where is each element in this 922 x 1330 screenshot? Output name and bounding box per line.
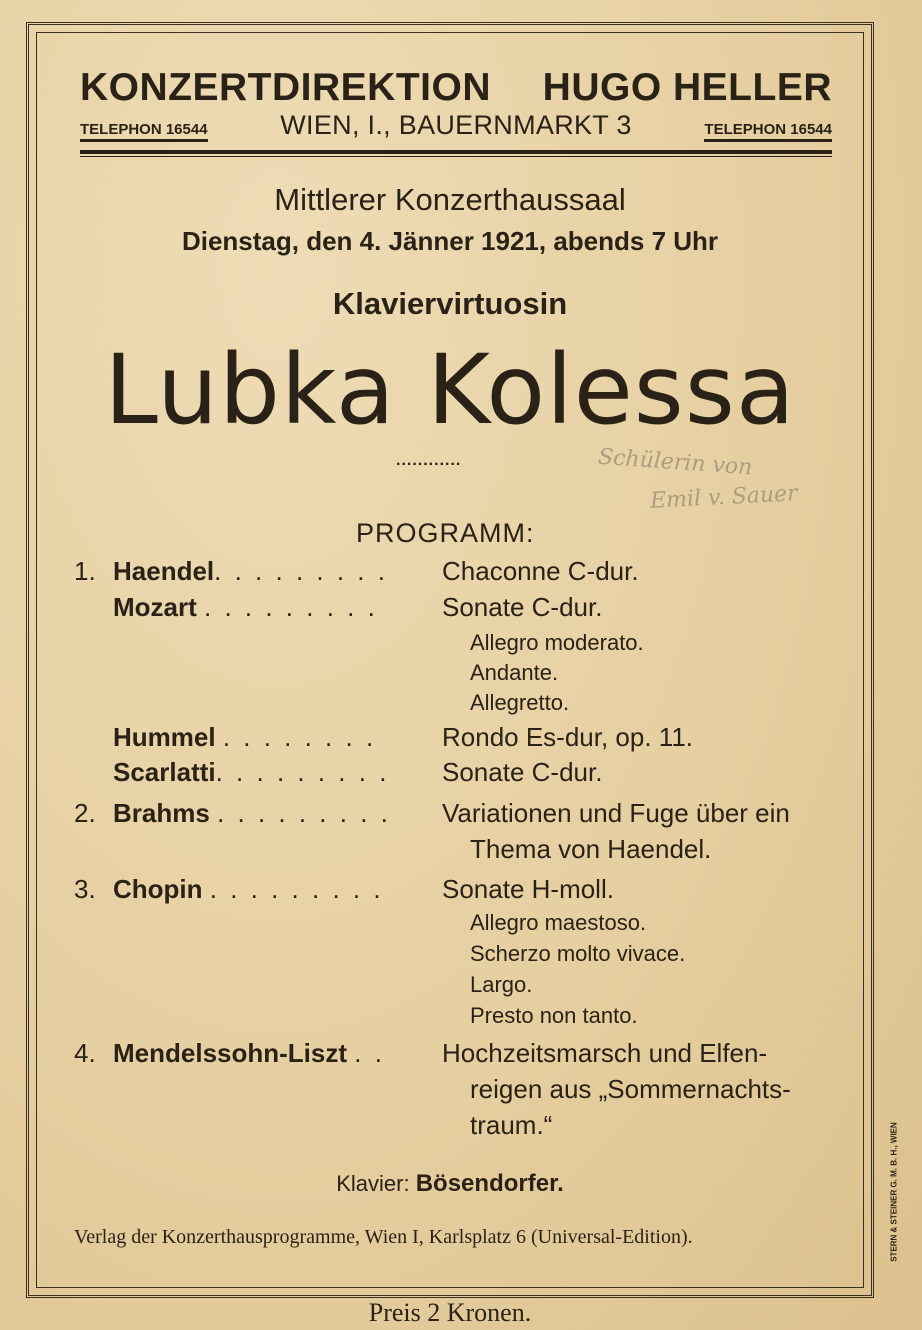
artist-name: Lubka Kolessa <box>104 334 796 446</box>
item-number: 4. <box>74 1038 96 1068</box>
handwritten-note-line2: Emil v. Sauer <box>649 481 799 514</box>
work-title: Sonate C-dur. <box>442 592 603 622</box>
composer-name: Chopin . . . . . . . . . <box>113 874 384 904</box>
item-number: 2. <box>74 798 96 828</box>
movement: Andante. <box>470 660 559 685</box>
venue-hall: Mittlerer Konzerthaussaal <box>274 182 626 217</box>
work-title-continuation: Thema von Haendel. <box>470 834 712 864</box>
work-title: Sonate C-dur. <box>442 757 603 787</box>
performer-title: Klaviervirtuosin <box>332 286 568 321</box>
movement: Allegretto. <box>470 690 570 715</box>
piano-label: Klavier: <box>336 1171 410 1196</box>
telephone-left: TELEPHON 16544 <box>80 121 208 142</box>
composer-name: Haendel. . . . . . . . . <box>113 556 388 586</box>
work-title: Variationen und Fuge über ein <box>442 798 790 828</box>
composer-name: Brahms . . . . . . . . . <box>113 798 391 828</box>
item-number: 1. <box>74 556 96 586</box>
organizer-name-right: HUGO HELLER <box>542 66 832 109</box>
organizer-name <box>80 66 832 110</box>
header-rule <box>80 150 832 154</box>
composer-name: Scarlatti. . . . . . . . . <box>113 757 390 787</box>
composer-name: Mendelssohn-Liszt . . <box>113 1038 385 1068</box>
work-title: Hochzeitsmarsch und Elfen- <box>442 1038 768 1068</box>
price: Preis 2 Kronen. <box>368 1298 532 1327</box>
piano-credit <box>36 1170 864 1198</box>
publisher-line: Verlag der Konzerthausprogramme, Wien I, Karlsplatz 6 (Universal-Edition). <box>74 1226 693 1248</box>
printer-imprint: STERN & STEINER G. M. B. H., WIEN <box>889 1122 899 1262</box>
program-title: PROGRAMM: <box>356 518 535 548</box>
work-title: Sonate H-moll. <box>442 874 614 904</box>
organizer-name-left: KONZERTDIREKTION <box>80 66 491 109</box>
address: WIEN, I., BAUERNMARKT 3 <box>280 110 632 140</box>
work-title: Rondo Es-dur, op. 11. <box>442 722 694 752</box>
composer-name: Hummel . . . . . . . . <box>113 722 377 752</box>
movement: Largo. <box>470 972 533 997</box>
event-date: Dienstag, den 4. Jänner 1921, abends 7 Uhr <box>181 226 719 256</box>
movement: Allegro moderato. <box>470 630 644 655</box>
work-title: Chaconne C-dur. <box>442 556 639 586</box>
work-title-continuation: reigen aus „Sommernachts- <box>470 1074 791 1104</box>
movement: Allegro maestoso. <box>470 910 647 935</box>
address-row <box>80 110 832 142</box>
composer-name: Mozart . . . . . . . . . <box>113 592 378 622</box>
item-number: 3. <box>74 874 96 904</box>
piano-brand: Bösendorfer. <box>415 1170 564 1197</box>
dotted-separator: ............ <box>396 452 462 469</box>
movement: Scherzo molto vivace. <box>470 941 686 966</box>
movement: Presto non tanto. <box>470 1003 638 1028</box>
telephone-right: TELEPHON 16544 <box>704 121 832 142</box>
header-rule-thin <box>80 156 832 157</box>
work-title-continuation: traum.“ <box>470 1110 553 1140</box>
handwritten-note-line1: Schülerin von <box>597 444 754 481</box>
